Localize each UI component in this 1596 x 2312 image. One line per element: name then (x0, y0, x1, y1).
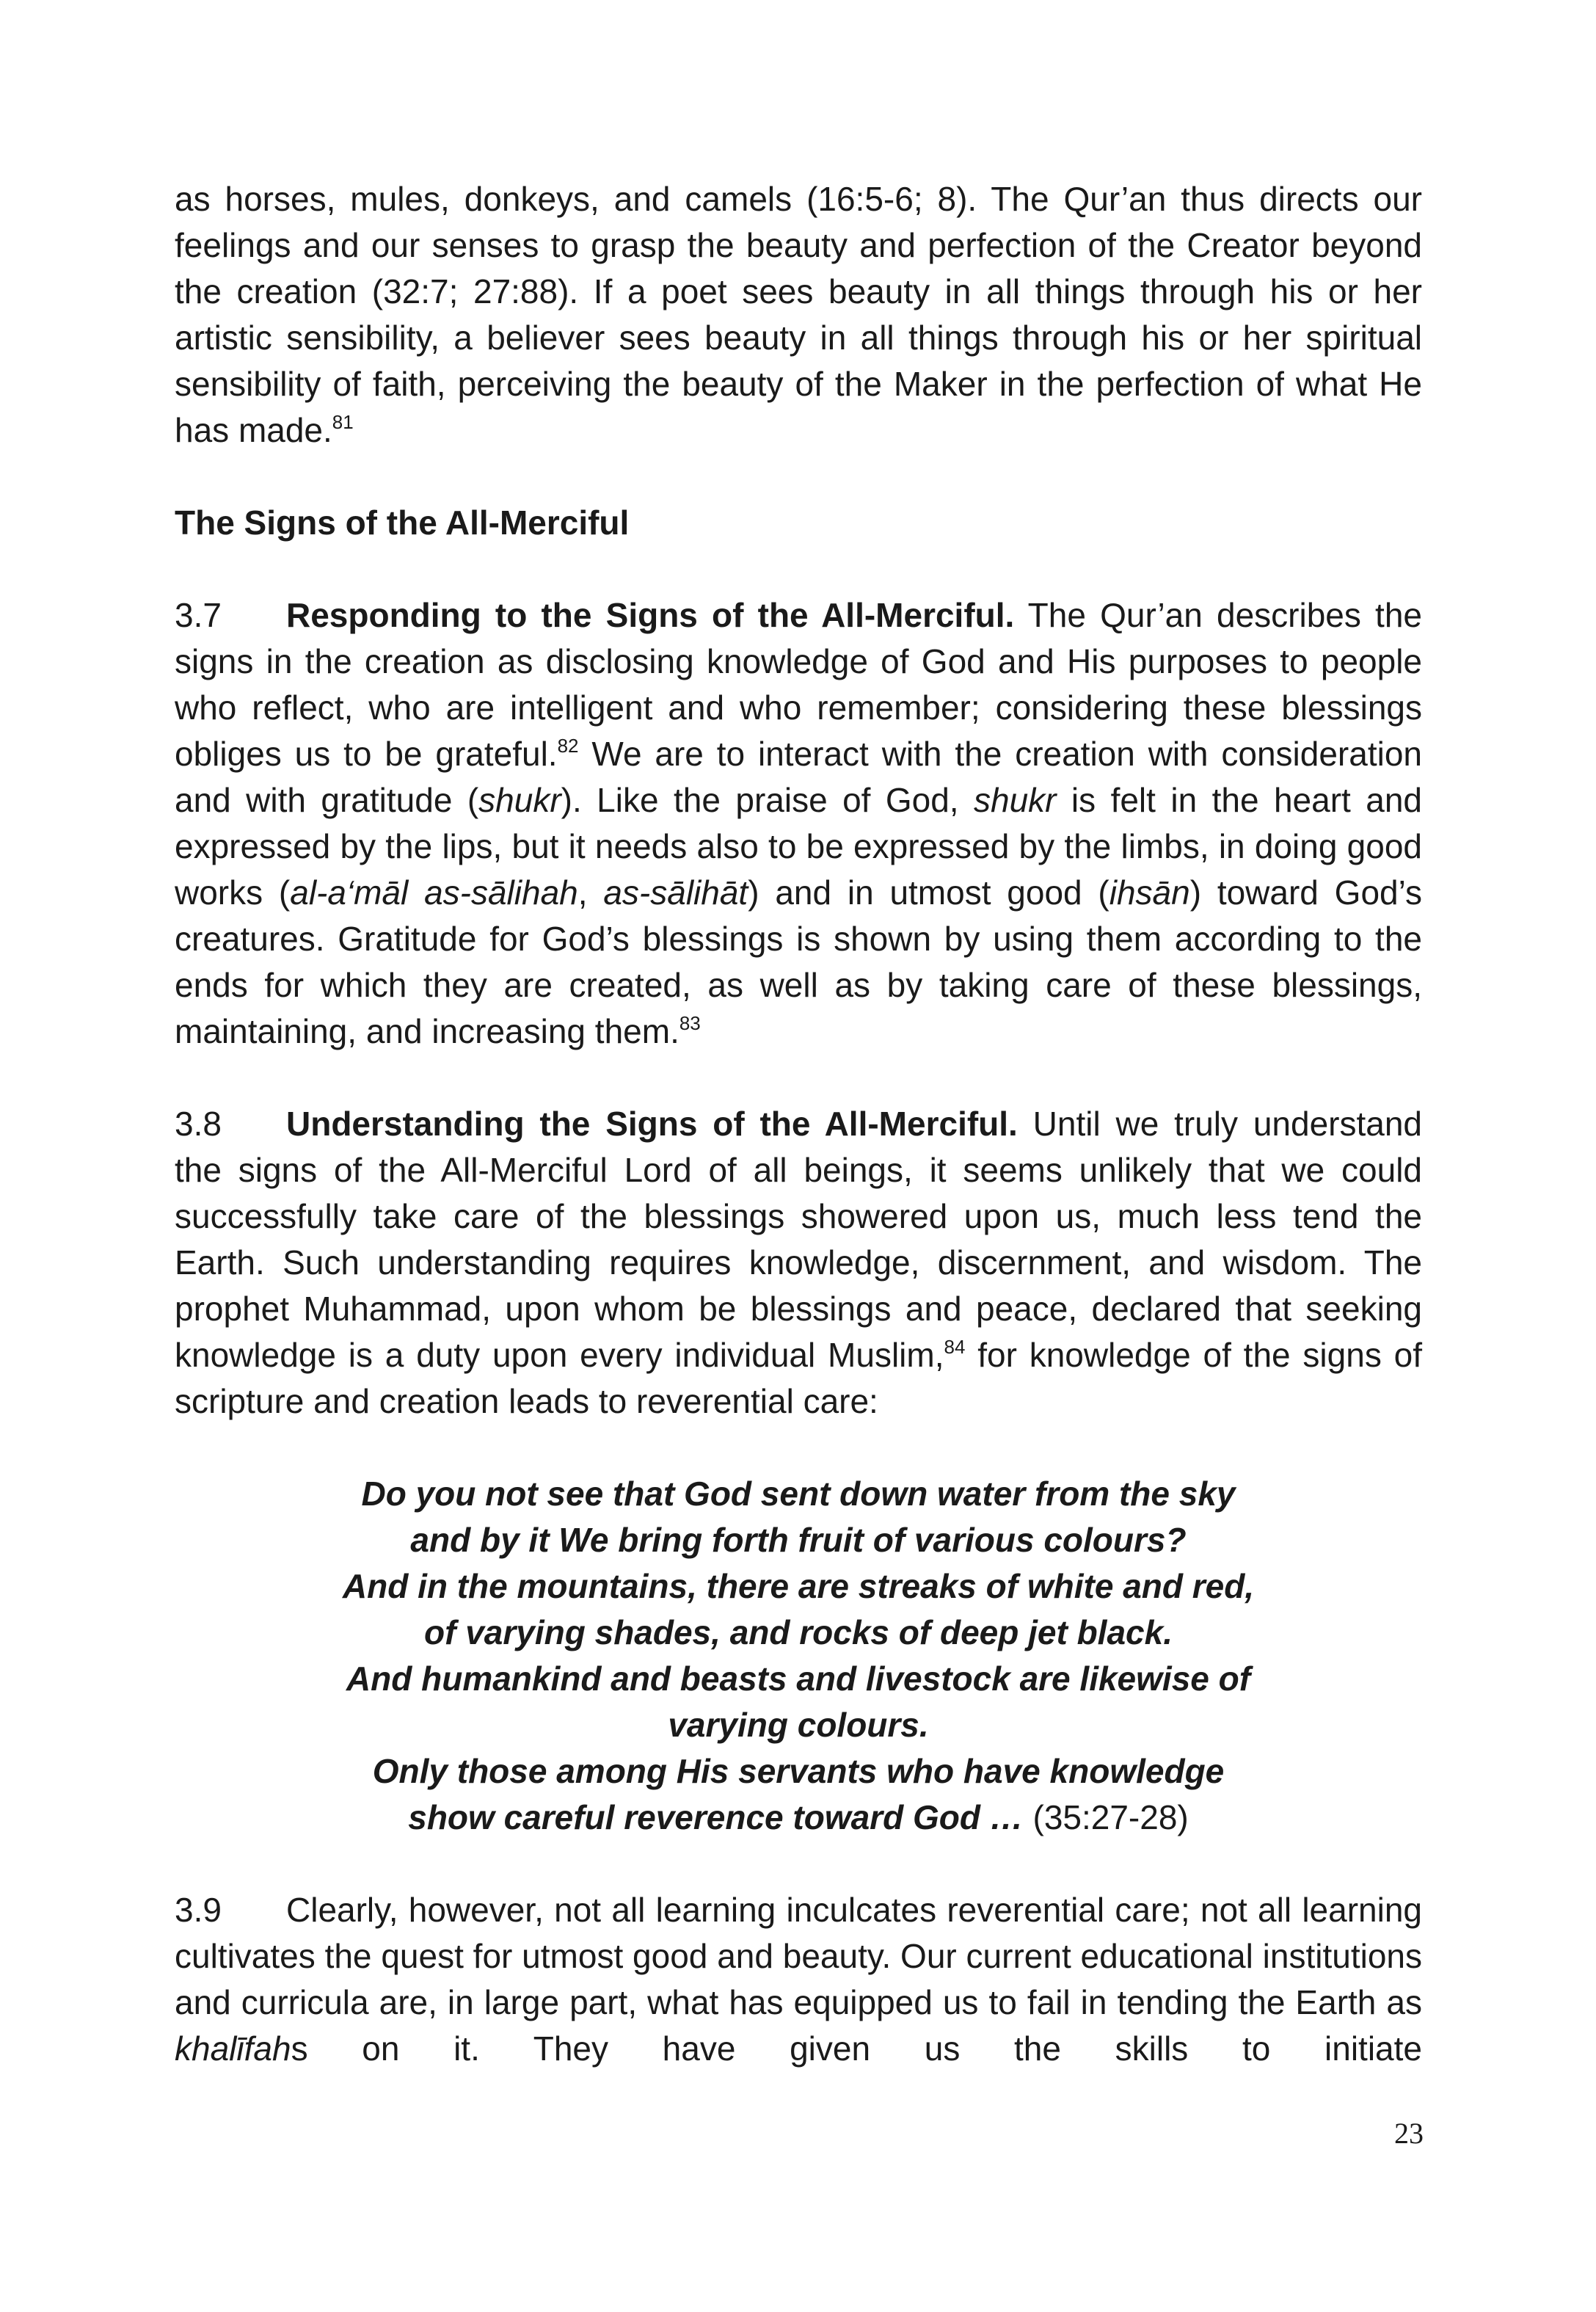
italic-term: shukr (478, 781, 561, 819)
italic-term: shukr (974, 781, 1057, 819)
verse-line: of varying shades, and rocks of deep jet black. (424, 1613, 1173, 1651)
paragraph-text: , (577, 873, 604, 912)
section-heading: The Signs of the All-Merciful (175, 504, 630, 542)
paragraph-text: is felt in the heart and expressed by the lips, but it needs also to be expressed by the limbs, in doing good works ( (175, 781, 1422, 912)
italic-term: khalīfah (175, 2029, 291, 2068)
verse-line: and by it We bring forth fruit of various colours? (410, 1521, 1187, 1559)
paragraph-number: 3.8 (175, 1105, 222, 1143)
quran-verse-block (248, 1471, 1349, 1841)
paragraph-text: We are to interact with the creation with consideration and with gratitude ( (175, 735, 1422, 819)
spacer (175, 546, 1422, 592)
paragraph-text: ). Like the praise of God, (561, 781, 974, 819)
paragraph-text: ) toward God’s creatures. Gratitude for God’s blessings is shown by using them according to the ends for which they are created, as well as by taking care of these blessings, maintaining, and increasing them. (175, 873, 1423, 1050)
paragraph-text: ) and in utmost good ( (748, 873, 1109, 912)
verse-line: Only those among His servants who have knowledge (372, 1752, 1225, 1790)
paragraph-3-7 (175, 592, 1422, 1055)
paragraph-3-8 (175, 1101, 1422, 1425)
paragraph-lead: Responding to the Signs of the All-Merciful. (286, 596, 1015, 634)
verse-reference: (35:27-28) (1023, 1798, 1189, 1836)
paragraph-text: The Qur’an describes the signs in the creation as disclosing knowledge of God and His purposes to people who reflect, who are intelligent and who remember; considering these blessings obliges us to be grateful. (175, 596, 1422, 773)
paragraph-text: Clearly, however, not all learning inculcates reverential care; not all learning cultivates the quest for utmost good and beauty. Our current educational institutions and curricula are, in large part, what has equipped us to fail in tending the Earth as (175, 1891, 1422, 2021)
paragraph-text: for knowledge of the signs of scripture and creation leads to reverential care: (175, 1336, 1423, 1420)
footnote-ref-83[interactable]: 83 (679, 1012, 701, 1034)
page-body (175, 176, 1422, 2072)
spacer (175, 454, 1422, 500)
verse-text: show careful reverence toward God … (408, 1798, 1024, 1836)
paragraph-lead: Understanding the Signs of the All-Merciful. (286, 1105, 1018, 1143)
verse-line: And humankind and beasts and livestock are likewise of varying colours. (346, 1660, 1251, 1744)
page-number: 23 (1394, 2117, 1424, 2150)
footnote-ref-82[interactable]: 82 (557, 735, 579, 757)
paragraph-text: Until we truly understand the signs of the All-Merciful Lord of all beings, it seems unlikely that we could successfully take care of the blessings showered upon us, much less tend the Earth. Such understanding requires knowledge, discernment, and wisdom. The prophet Muhammad, upon whom be blessings and peace, declared that seeking knowledge is a duty upon every individual Muslim, (175, 1105, 1423, 1374)
paragraph-text: s on it. They have given us the skills to initiate (291, 2029, 1422, 2068)
italic-term: as-sālihāt (603, 873, 748, 912)
paragraph-number: 3.7 (175, 596, 222, 634)
verse-line-last (248, 1795, 1349, 1841)
paragraph-continuation (175, 176, 1422, 454)
paragraph-3-9 (175, 1887, 1422, 2072)
footnote-ref-81[interactable]: 81 (332, 411, 354, 433)
italic-term: al-a‘māl as-sālihah (290, 873, 578, 912)
verse-line: And in the mountains, there are streaks of white and red, (342, 1567, 1255, 1605)
spacer (175, 1841, 1422, 1887)
paragraph-number: 3.9 (175, 1891, 222, 1929)
spacer (175, 1425, 1422, 1471)
paragraph-text: as horses, mules, donkeys, and camels (16:5-6; 8). The Qur’an thus directs our feelings and our senses to grasp the beauty and perfection of the Creator beyond the creation (32:7; 27:88). If a poet sees beauty in all things through his or her artistic sensibility, a believer sees beauty in all things through his or her spiritual sensibility of faith, perceiving the beauty of the Maker in the perfection of what He has made. (175, 180, 1422, 449)
footnote-ref-84[interactable]: 84 (944, 1336, 966, 1358)
italic-term: ihsān (1109, 873, 1190, 912)
verse-line: Do you not see that God sent down water from the sky (361, 1475, 1236, 1513)
spacer (175, 1055, 1422, 1101)
